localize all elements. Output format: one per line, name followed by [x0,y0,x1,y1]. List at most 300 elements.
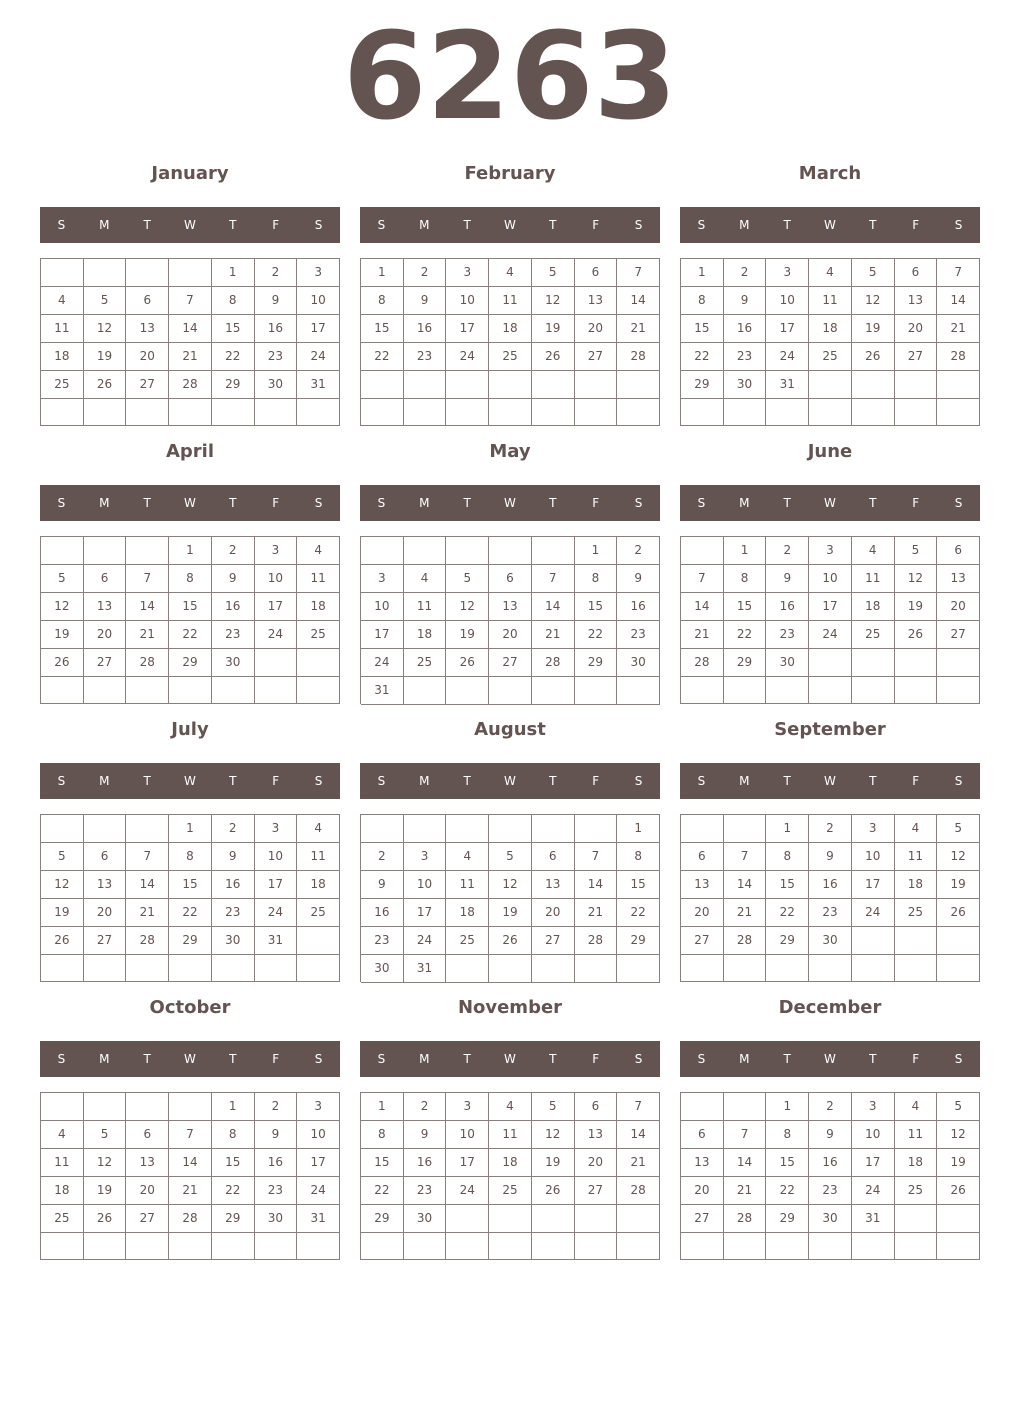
day-cell: 19 [937,871,980,899]
day-cell: 21 [617,315,660,343]
empty-day-cell [41,677,84,704]
day-cell: 16 [361,899,404,927]
day-cell: 31 [766,371,809,399]
day-cell: 28 [724,927,767,955]
weekday-label: T [143,1052,151,1066]
day-cell: 21 [724,899,767,927]
empty-day-cell [895,927,938,955]
day-cell: 6 [681,843,724,871]
day-cell: 30 [361,955,404,983]
day-cell: 20 [575,315,618,343]
day-cell: 14 [575,871,618,899]
day-cell: 27 [84,649,127,677]
empty-day-cell [446,1205,489,1233]
day-cell: 4 [297,537,340,565]
day-cell: 6 [84,843,127,871]
day-cell: 17 [852,1149,895,1177]
day-cell: 20 [489,621,532,649]
day-cell: 1 [617,815,660,843]
day-cell: 16 [404,315,447,343]
day-cell: 9 [766,565,809,593]
weekday-label: T [549,496,557,510]
day-cell: 12 [84,315,127,343]
empty-day-cell [852,649,895,677]
day-cell: 23 [255,1177,298,1205]
weekday-label: T [549,774,557,788]
empty-day-cell [895,399,938,426]
weekday-header [680,207,980,243]
weekday-label: T [783,774,791,788]
empty-day-cell [446,1233,489,1260]
empty-day-cell [532,677,575,705]
day-cell: 24 [852,1177,895,1205]
day-cell: 15 [575,593,618,621]
day-cell: 9 [212,843,255,871]
day-cell: 31 [297,1205,340,1233]
empty-day-cell [404,537,447,565]
day-cell: 2 [809,1093,852,1121]
day-cell: 18 [809,315,852,343]
weekday-label: T [783,1052,791,1066]
day-cell: 21 [617,1149,660,1177]
empty-day-cell [255,955,298,982]
day-cell: 8 [212,287,255,315]
day-cell: 2 [361,843,404,871]
day-cell: 5 [937,1093,980,1121]
day-cell: 23 [809,899,852,927]
day-cell: 10 [809,565,852,593]
day-cell: 20 [126,1177,169,1205]
day-cell: 8 [169,565,212,593]
day-cell: 24 [297,1177,340,1205]
day-cell: 21 [169,1177,212,1205]
empty-day-cell [169,1233,212,1260]
weekday-header [40,485,340,521]
day-cell: 31 [404,955,447,983]
day-cell: 1 [724,537,767,565]
day-cell: 12 [532,287,575,315]
day-cell: 5 [937,815,980,843]
weekday-label: F [912,1052,920,1066]
day-cell: 15 [361,315,404,343]
day-cell: 23 [404,1177,447,1205]
day-cell: 11 [41,315,84,343]
day-cell: 25 [297,621,340,649]
day-cell: 4 [489,1093,532,1121]
day-cell: 6 [489,565,532,593]
day-cell: 18 [41,1177,84,1205]
day-cell: 30 [255,371,298,399]
empty-day-cell [852,955,895,982]
day-cell: 22 [766,1177,809,1205]
day-grid [360,536,660,704]
day-cell: 24 [255,899,298,927]
day-cell: 7 [617,259,660,287]
day-cell: 5 [41,843,84,871]
empty-day-cell [489,1205,532,1233]
day-cell: 2 [212,537,255,565]
day-cell: 10 [446,1121,489,1149]
day-cell: 1 [169,815,212,843]
day-cell: 8 [724,565,767,593]
empty-day-cell [84,677,127,704]
day-cell: 6 [937,537,980,565]
weekday-label: T [229,218,237,232]
day-cell: 21 [937,315,980,343]
day-cell: 3 [809,537,852,565]
day-grid [40,258,340,426]
day-cell: 28 [617,1177,660,1205]
day-cell: 2 [809,815,852,843]
empty-day-cell [937,371,980,399]
day-cell: 6 [532,843,575,871]
day-cell: 3 [446,259,489,287]
day-cell: 22 [575,621,618,649]
day-cell: 18 [446,899,489,927]
day-cell: 7 [169,287,212,315]
day-cell: 12 [937,843,980,871]
empty-day-cell [297,927,340,955]
day-cell: 5 [41,565,84,593]
day-cell: 25 [489,343,532,371]
empty-day-cell [724,955,767,982]
day-cell: 13 [532,871,575,899]
day-cell: 27 [489,649,532,677]
day-cell: 3 [255,815,298,843]
empty-day-cell [937,399,980,426]
day-cell: 27 [937,621,980,649]
day-cell: 27 [126,1205,169,1233]
day-cell: 28 [169,1205,212,1233]
weekday-label: S [377,1052,386,1066]
day-grid [680,536,980,704]
day-cell: 13 [681,1149,724,1177]
day-cell: 23 [766,621,809,649]
empty-day-cell [809,399,852,426]
empty-day-cell [852,371,895,399]
empty-day-cell [41,1233,84,1260]
empty-day-cell [617,1233,660,1260]
day-cell: 23 [404,343,447,371]
empty-day-cell [937,1233,980,1260]
empty-day-cell [617,399,660,427]
empty-day-cell [404,815,447,843]
day-cell: 9 [724,287,767,315]
day-cell: 2 [255,1093,298,1121]
weekday-label: T [143,218,151,232]
empty-day-cell [297,955,340,982]
weekday-label: M [99,496,110,510]
empty-day-cell [255,649,298,677]
weekday-label: S [57,1052,66,1066]
day-cell: 8 [681,287,724,315]
day-cell: 7 [724,1121,767,1149]
empty-day-cell [126,677,169,704]
weekday-label: T [229,1052,237,1066]
day-cell: 5 [446,565,489,593]
weekday-label: F [912,496,920,510]
weekday-label: T [463,496,471,510]
empty-day-cell [489,1233,532,1260]
empty-day-cell [446,815,489,843]
day-cell: 14 [724,1149,767,1177]
empty-day-cell [212,677,255,704]
empty-day-cell [617,677,660,705]
day-cell: 4 [809,259,852,287]
empty-day-cell [126,1233,169,1260]
day-cell: 15 [681,315,724,343]
day-cell: 25 [41,371,84,399]
weekday-label: M [419,1052,430,1066]
empty-day-cell [126,259,169,287]
weekday-label: M [419,218,430,232]
weekday-label: T [229,496,237,510]
empty-day-cell [169,677,212,704]
day-cell: 19 [84,343,127,371]
day-cell: 30 [617,649,660,677]
day-cell: 10 [766,287,809,315]
weekday-label: M [739,218,750,232]
weekday-label: W [504,1052,516,1066]
day-cell: 18 [297,871,340,899]
day-cell: 5 [895,537,938,565]
day-cell: 16 [809,1149,852,1177]
empty-day-cell [852,677,895,704]
weekday-label: T [143,774,151,788]
day-cell: 14 [681,593,724,621]
weekday-label: M [99,218,110,232]
day-cell: 15 [169,871,212,899]
day-cell: 17 [255,871,298,899]
month-name: July [171,719,209,740]
empty-day-cell [446,371,489,399]
day-cell: 27 [126,371,169,399]
day-cell: 19 [41,621,84,649]
empty-day-cell [681,677,724,704]
empty-day-cell [532,1205,575,1233]
weekday-label: W [184,1052,196,1066]
weekday-header [40,1041,340,1077]
day-cell: 23 [361,927,404,955]
weekday-label: W [824,1052,836,1066]
empty-day-cell [297,1233,340,1260]
day-grid [680,814,980,982]
empty-day-cell [766,399,809,426]
day-cell: 22 [681,343,724,371]
day-cell: 1 [575,537,618,565]
day-cell: 20 [126,343,169,371]
day-cell: 26 [41,649,84,677]
empty-day-cell [575,955,618,983]
empty-day-cell [212,1233,255,1260]
day-cell: 22 [361,343,404,371]
empty-day-cell [84,259,127,287]
empty-day-cell [617,955,660,983]
day-cell: 11 [895,843,938,871]
day-cell: 20 [895,315,938,343]
day-cell: 17 [297,1149,340,1177]
day-cell: 12 [489,871,532,899]
day-cell: 3 [446,1093,489,1121]
empty-day-cell [41,815,84,843]
day-cell: 13 [937,565,980,593]
empty-day-cell [255,677,298,704]
day-cell: 16 [212,871,255,899]
empty-day-cell [575,399,618,427]
empty-day-cell [575,815,618,843]
day-cell: 23 [724,343,767,371]
day-cell: 17 [852,871,895,899]
month-name: May [489,441,531,462]
weekday-label: S [634,774,643,788]
day-cell: 22 [361,1177,404,1205]
day-cell: 11 [809,287,852,315]
day-cell: 19 [532,315,575,343]
empty-day-cell [575,1205,618,1233]
weekday-label: S [377,218,386,232]
day-cell: 30 [766,649,809,677]
day-cell: 2 [404,1093,447,1121]
month-name: June [807,441,853,462]
empty-day-cell [937,927,980,955]
weekday-label: F [272,218,280,232]
day-cell: 25 [297,899,340,927]
day-cell: 12 [446,593,489,621]
empty-day-cell [212,955,255,982]
day-grid [360,814,660,982]
day-cell: 3 [852,1093,895,1121]
day-cell: 28 [617,343,660,371]
day-cell: 25 [404,649,447,677]
day-cell: 19 [937,1149,980,1177]
empty-day-cell [361,371,404,399]
weekday-label: F [592,774,600,788]
day-cell: 17 [297,315,340,343]
empty-day-cell [724,399,767,426]
weekday-label: S [954,218,963,232]
day-cell: 25 [895,1177,938,1205]
day-cell: 6 [895,259,938,287]
empty-day-cell [809,955,852,982]
empty-day-cell [895,649,938,677]
weekday-label: T [869,218,877,232]
day-cell: 16 [724,315,767,343]
weekday-label: F [912,774,920,788]
day-cell: 1 [361,1093,404,1121]
day-cell: 20 [937,593,980,621]
day-cell: 5 [532,259,575,287]
month-name: August [474,719,546,740]
day-cell: 12 [937,1121,980,1149]
day-cell: 17 [809,593,852,621]
day-cell: 20 [681,899,724,927]
weekday-label: T [463,218,471,232]
day-cell: 27 [681,1205,724,1233]
weekday-label: S [314,496,323,510]
day-cell: 6 [575,1093,618,1121]
weekday-header [40,207,340,243]
weekday-header [680,485,980,521]
day-cell: 18 [489,1149,532,1177]
empty-day-cell [446,955,489,983]
day-cell: 29 [575,649,618,677]
day-cell: 29 [617,927,660,955]
day-cell: 28 [126,927,169,955]
empty-day-cell [489,677,532,705]
month-name: October [149,997,231,1018]
empty-day-cell [126,1093,169,1121]
day-cell: 14 [532,593,575,621]
month-name: November [457,997,563,1018]
day-cell: 10 [404,871,447,899]
day-cell: 15 [169,593,212,621]
weekday-label: S [314,774,323,788]
day-cell: 20 [681,1177,724,1205]
day-cell: 19 [446,621,489,649]
weekday-label: S [697,1052,706,1066]
day-cell: 26 [937,899,980,927]
day-cell: 28 [169,371,212,399]
day-cell: 21 [575,899,618,927]
weekday-label: F [592,1052,600,1066]
day-cell: 30 [724,371,767,399]
day-cell: 12 [895,565,938,593]
day-cell: 16 [809,871,852,899]
day-cell: 7 [169,1121,212,1149]
day-cell: 11 [489,1121,532,1149]
day-cell: 18 [489,315,532,343]
day-cell: 23 [212,621,255,649]
weekday-label: S [954,774,963,788]
empty-day-cell [895,955,938,982]
weekday-label: F [912,218,920,232]
day-cell: 19 [895,593,938,621]
empty-day-cell [212,399,255,426]
weekday-label: M [99,1052,110,1066]
day-cell: 5 [84,287,127,315]
empty-day-cell [41,537,84,565]
day-cell: 13 [126,1149,169,1177]
day-cell: 13 [895,287,938,315]
day-cell: 18 [297,593,340,621]
day-cell: 26 [937,1177,980,1205]
day-cell: 28 [681,649,724,677]
weekday-label: M [739,1052,750,1066]
weekday-label: S [697,496,706,510]
empty-day-cell [681,815,724,843]
day-cell: 4 [489,259,532,287]
day-cell: 9 [404,287,447,315]
day-cell: 1 [766,815,809,843]
day-cell: 20 [575,1149,618,1177]
empty-day-cell [361,1233,404,1260]
day-cell: 7 [126,843,169,871]
empty-day-cell [532,371,575,399]
day-cell: 15 [724,593,767,621]
day-cell: 1 [212,259,255,287]
day-cell: 6 [84,565,127,593]
day-cell: 14 [126,593,169,621]
day-cell: 10 [255,565,298,593]
day-cell: 20 [84,621,127,649]
weekday-label: W [184,218,196,232]
day-cell: 18 [41,343,84,371]
day-cell: 13 [84,871,127,899]
day-cell: 30 [809,927,852,955]
day-cell: 29 [766,927,809,955]
day-cell: 2 [724,259,767,287]
day-cell: 23 [617,621,660,649]
